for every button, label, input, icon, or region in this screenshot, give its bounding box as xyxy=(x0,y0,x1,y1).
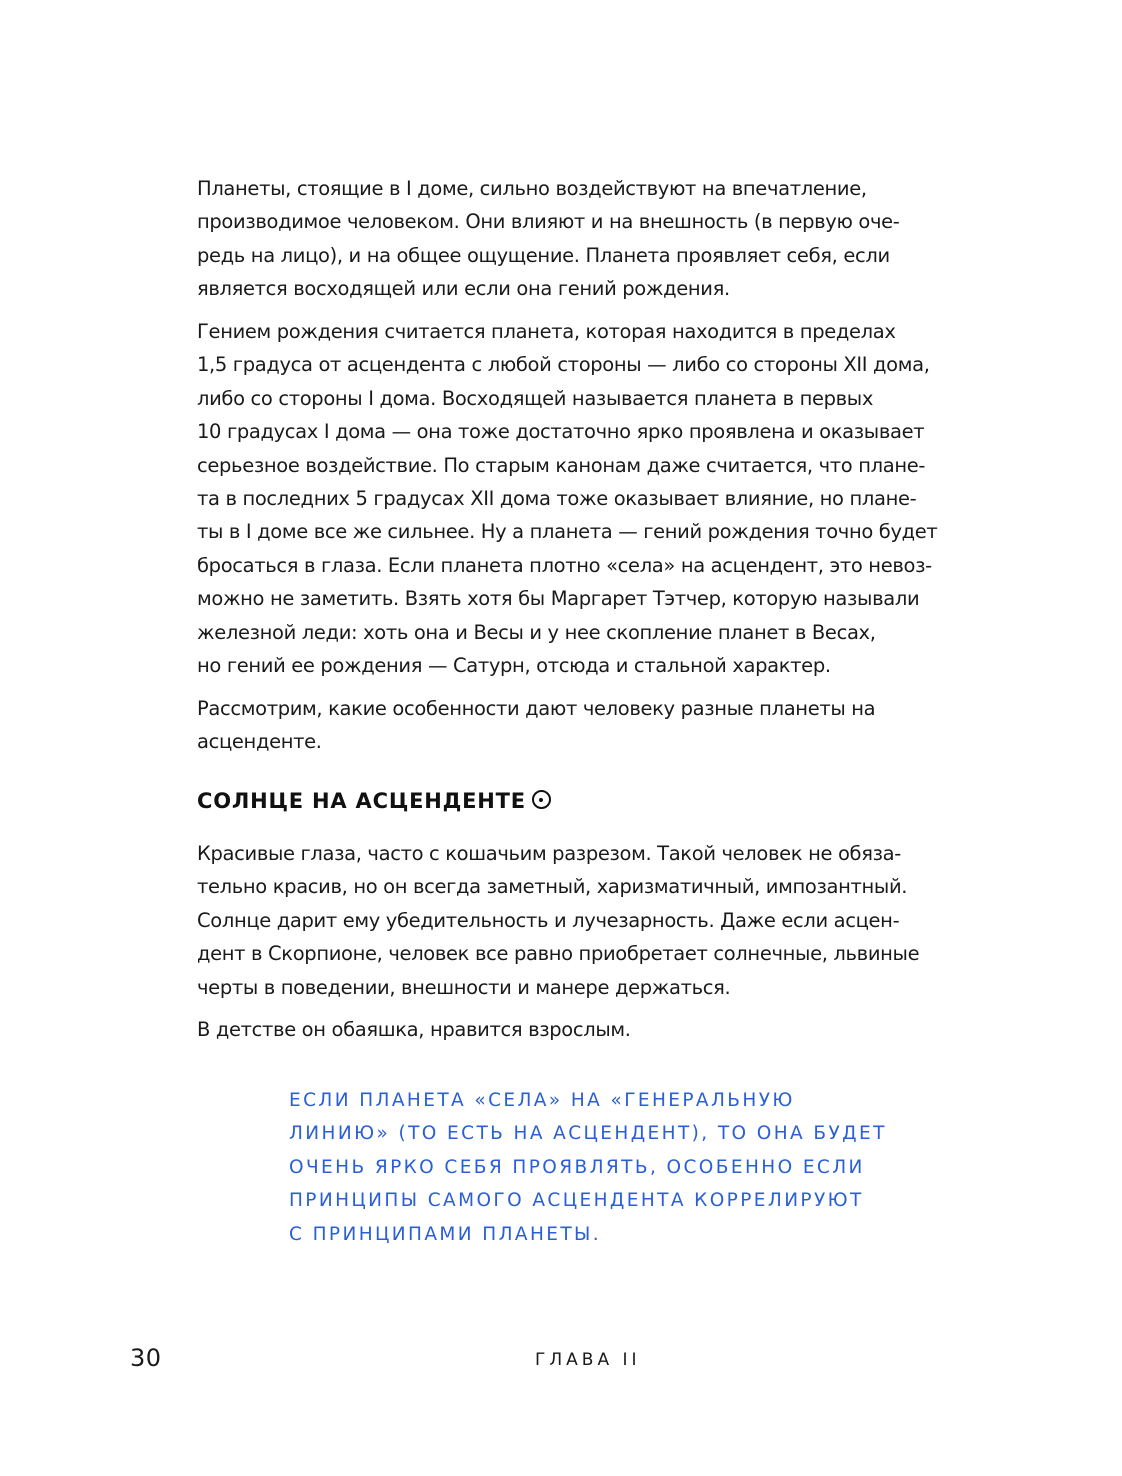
section-heading xyxy=(197,789,551,813)
text-line: 10 градусах I дома — она тоже достаточно ярко проявлена и оказывает xyxy=(197,420,925,444)
text-line: железной леди: хоть она и Весы и у нее скопление планет в Весах, xyxy=(197,620,876,644)
text-line: Планеты, стоящие в I доме, сильно воздействуют на впечатление, xyxy=(197,177,867,200)
text-line: дент в Скорпионе, человек все равно приобретает солнечные, львиные xyxy=(197,942,920,966)
callout-line: С ПРИНЦИПАМИ ПЛАНЕТЫ. xyxy=(289,1223,602,1245)
paragraph-genius-of-birth xyxy=(197,315,987,682)
callout-line: ОЧЕНЬ ЯРКО СЕБЯ ПРОЯВЛЯТЬ, ОСОБЕННО ЕСЛИ xyxy=(289,1156,865,1178)
text-line: Солнце дарит ему убедительность и лучезарность. Даже если асцен- xyxy=(197,908,900,932)
paragraph-intro-planets xyxy=(197,692,987,759)
text-line: та в последних 5 градусах XII дома тоже оказывает влияние, но плане- xyxy=(197,486,917,510)
paragraph-planets-in-first-house xyxy=(197,172,987,306)
text-line: В детстве он обаяшка, нравится взрослым. xyxy=(197,1018,631,1041)
text-line: редь на лицо), и на общее ощущение. Планета проявляет себя, если xyxy=(197,243,890,267)
text-line: асценденте. xyxy=(197,730,322,754)
running-head: ГЛАВА II xyxy=(535,1350,641,1370)
callout-line: ЛИНИЮ» (ТО ЕСТЬ НА АСЦЕНДЕНТ), ТО ОНА БУДЕТ xyxy=(289,1123,887,1145)
text-line: Гением рождения считается планета, которая находится в пределах xyxy=(197,320,896,343)
paragraph-sun-on-ascendant xyxy=(197,837,987,1004)
text-line: либо со стороны I дома. Восходящей называется планета в первых xyxy=(197,386,874,410)
text-line: можно не заметить. Взять хотя бы Маргарет Тэтчер, которую называли xyxy=(197,587,920,611)
text-line: Красивые глаза, часто с кошачьим разрезом. Такой человек не обяза- xyxy=(197,842,901,865)
text-line: является восходящей или если она гений рождения. xyxy=(197,277,730,301)
section-heading-text: СОЛНЦЕ НА АСЦЕНДЕНТЕ xyxy=(197,789,526,813)
text-line: тельно красив, но он всегда заметный, харизматичный, импозантный. xyxy=(197,875,908,899)
text-line: но гений ее рождения — Сатурн, отсюда и стальной характер. xyxy=(197,653,831,677)
paragraph-childhood xyxy=(197,1013,987,1046)
page-number: 30 xyxy=(130,1344,162,1372)
text-line: производимое человеком. Они влияют и на внешность (в первую оче- xyxy=(197,210,900,234)
callout-line: ЕСЛИ ПЛАНЕТА «СЕЛА» НА «ГЕНЕРАЛЬНУЮ xyxy=(289,1090,795,1111)
text-line: 1,5 градуса от асцендента с любой стороны — либо со стороны XII дома, xyxy=(197,353,930,377)
text-line: ты в I доме все же сильнее. Ну а планета — гений рождения точно будет xyxy=(197,520,938,544)
text-line: серьезное воздействие. По старым канонам даже считается, что плане- xyxy=(197,453,926,477)
sun-symbol-icon xyxy=(532,790,551,809)
text-line: бросаться в глаза. Если планета плотно «села» на асцендент, это невоз- xyxy=(197,553,932,577)
text-line: Рассмотрим, какие особенности дают человеку разные планеты на xyxy=(197,697,876,720)
text-line: черты в поведении, внешности и манере держаться. xyxy=(197,975,731,999)
callout-quote xyxy=(289,1084,929,1251)
callout-line: ПРИНЦИПЫ САМОГО АСЦЕНДЕНТА КОРРЕЛИРУЮТ xyxy=(289,1190,864,1212)
